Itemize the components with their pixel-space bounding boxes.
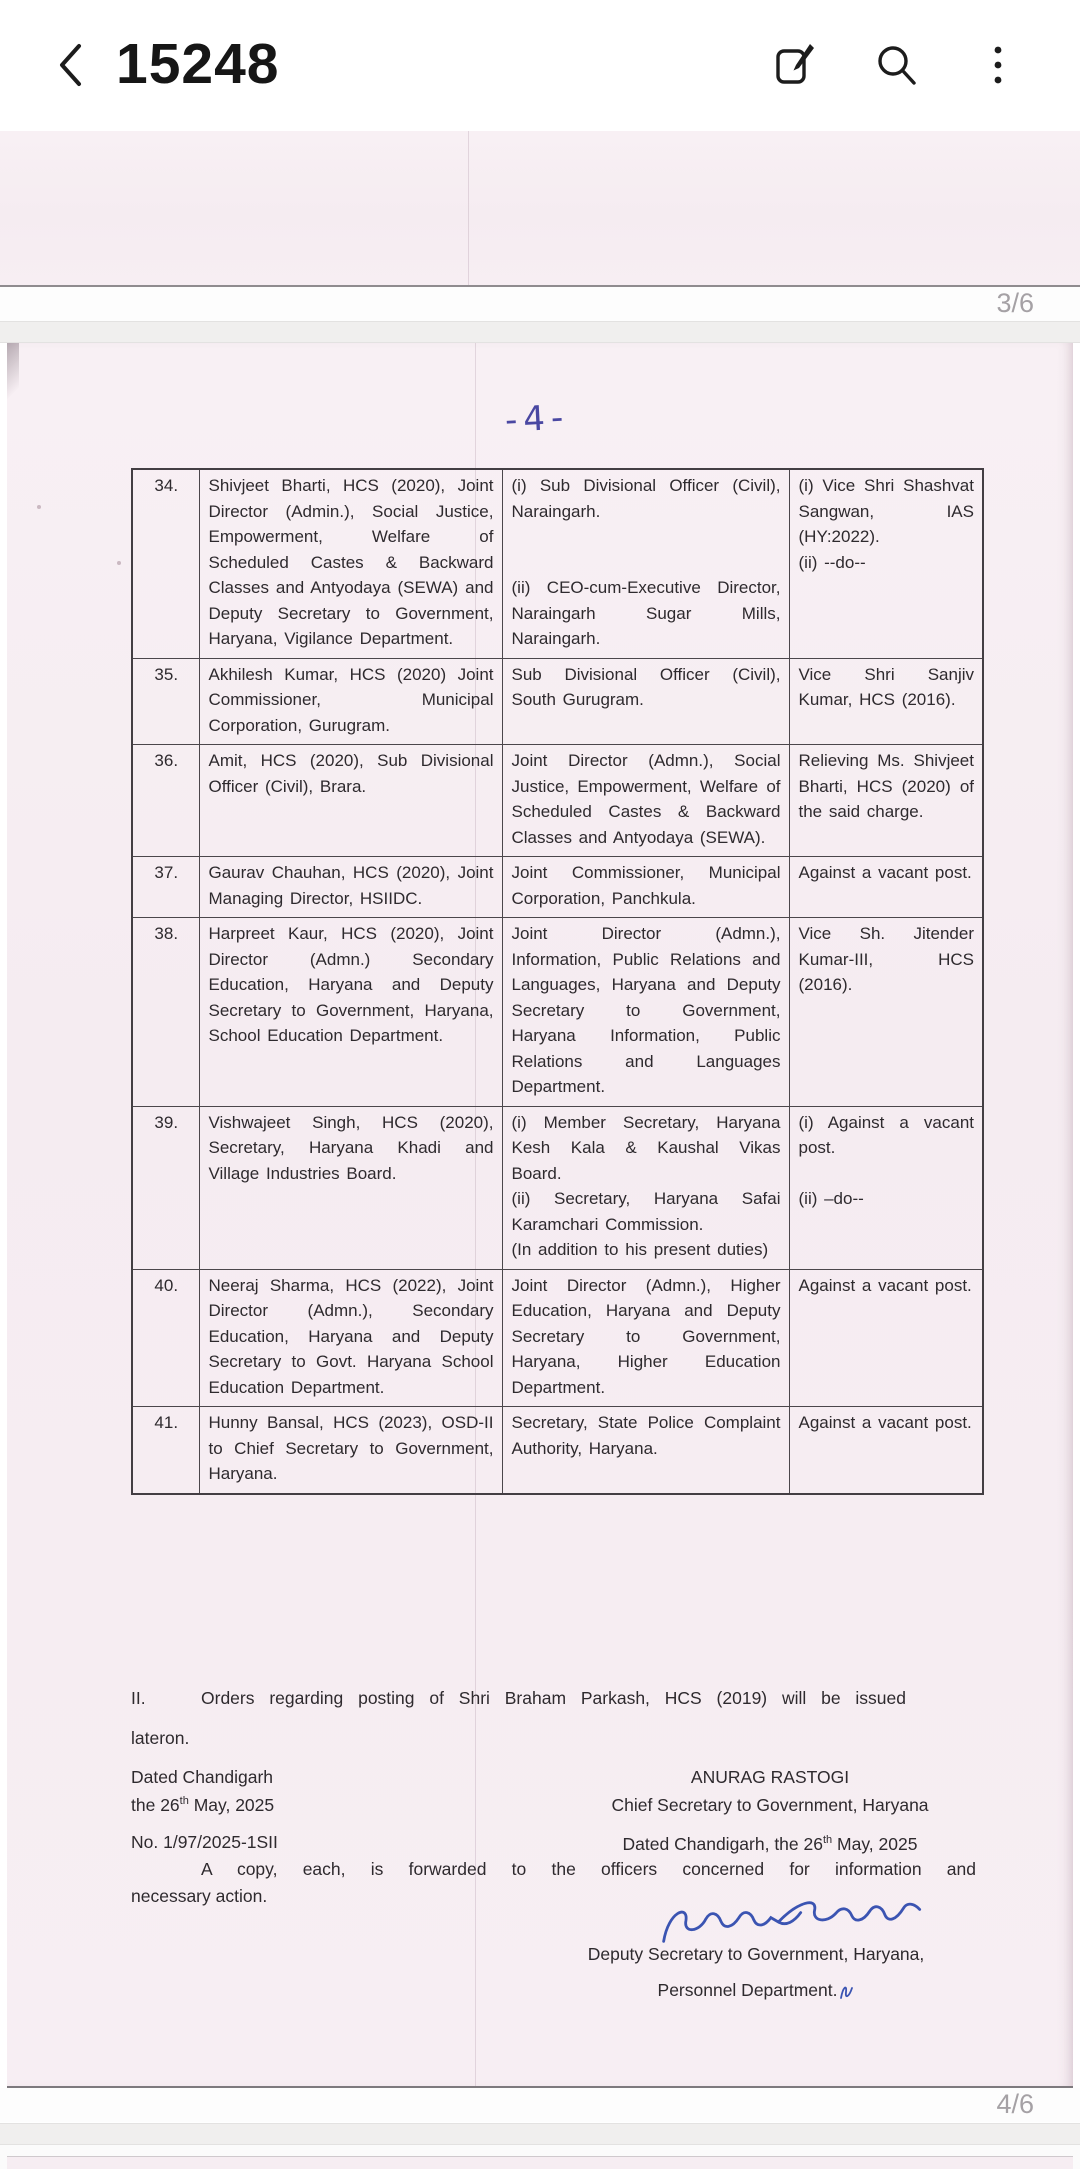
cell-remarks	[789, 857, 983, 918]
cell-paragraph: (i) Member Secretary, Haryana Kesh Kala & Kaushal Vikas Board.	[511, 1112, 781, 1183]
cell-officer	[199, 918, 502, 1107]
document-title: 15248	[116, 32, 280, 96]
page-5-fragment[interactable]	[0, 2145, 1080, 2169]
scan-fold-line	[468, 131, 469, 285]
signatory-title: Chief Secretary to Government, Haryana	[611, 1795, 929, 1815]
dated-right-line: Dated Chandigarh, the 26th May, 2025	[622, 1834, 918, 1854]
table-row	[132, 918, 983, 1107]
cell-paragraph: 37.	[154, 863, 179, 882]
cell-posting	[502, 918, 789, 1107]
cell-remarks	[789, 918, 983, 1107]
cell-sr	[132, 745, 199, 857]
cell-paragraph: Amit, HCS (2020), Sub Divisional Officer (Civil), Brara.	[208, 751, 494, 796]
table-row	[132, 1407, 983, 1494]
cell-paragraph: Shivjeet Bharti, HCS (2020), Joint Director (Admin.), Social Justice, Empowerment, Welfare of Scheduled Castes & Backward Classes and Antyodaya (SEWA) and Deputy Secretary to Government, Haryana, Vigilance Department.	[208, 476, 494, 648]
cell-paragraph: 40.	[154, 1275, 179, 1295]
table-row	[132, 857, 983, 918]
page-indicator-3	[0, 287, 1080, 321]
vertical-dots-icon	[992, 41, 1004, 89]
cell-sr	[132, 658, 199, 745]
copy-forwarded-line2: necessary action.	[131, 1886, 268, 1906]
cell-paragraph: (i) Vice Shri Shashvat Sangwan, IAS (HY:2022).	[798, 476, 974, 546]
page-separator	[0, 321, 1080, 343]
cell-paragraph: (ii) –do--	[798, 1189, 864, 1208]
cell-remarks	[789, 1407, 983, 1494]
cell-gap	[512, 524, 781, 550]
app-bar	[0, 0, 1080, 103]
page-indicator-4	[0, 2088, 1080, 2122]
cell-posting	[502, 1106, 789, 1269]
signatory-block	[470, 1763, 1070, 1819]
back-button[interactable]	[46, 37, 94, 93]
cell-paragraph: Akhilesh Kumar, HCS (2020) Joint Commissioner, Municipal Corporation, Gurugram.	[208, 664, 494, 735]
cell-officer	[199, 1269, 502, 1407]
dated-place-line2: the 26th May, 2025	[131, 1795, 275, 1815]
postings-table-body	[132, 469, 983, 1494]
cell-paragraph: (i) Sub Divisional Officer (Civil), Naraingarh.	[511, 476, 781, 521]
reference-number: No. 1/97/2025-1SII	[131, 1832, 278, 1852]
page-4[interactable]	[0, 343, 1080, 2088]
cell-paragraph: Vishwajeet Singh, HCS (2020), Secretary, Haryana Khadi and Village Industries Board.	[208, 1112, 494, 1183]
dated-place-block	[131, 1763, 274, 1819]
ink-initial-mark	[837, 1980, 854, 2000]
order-note-line1	[131, 1685, 976, 1711]
cell-paragraph: (i) Against a vacant post.	[798, 1112, 974, 1157]
cell-paragraph: Sub Divisional Officer (Civil), South Gurugram.	[511, 664, 781, 709]
cell-officer	[199, 658, 502, 745]
cell-officer	[199, 469, 502, 658]
cell-posting	[502, 745, 789, 857]
table-row	[132, 745, 983, 857]
deputy-secretary-line1: Deputy Secretary to Government, Haryana,	[587, 1944, 925, 1964]
cell-remarks	[789, 469, 983, 658]
cell-gap	[512, 550, 781, 576]
edit-icon	[771, 41, 817, 89]
cell-paragraph: 41.	[154, 1413, 179, 1432]
document-scroll-area[interactable]	[0, 103, 1080, 2169]
cell-paragraph: (In addition to his present duties)	[511, 1240, 769, 1259]
deputy-secretary-line2: Personnel Department.	[450, 1977, 1062, 2003]
cell-paragraph: Joint Director (Admn.), Social Justice, Empowerment, Welfare of Scheduled Castes & Backward Classes and Antyodaya (SEWA).	[511, 751, 781, 847]
table-row	[132, 1269, 983, 1407]
cell-posting	[502, 857, 789, 918]
order-note-line2: lateron.	[131, 1728, 190, 1748]
cell-gap	[799, 1161, 975, 1187]
cell-paragraph: 38.	[154, 924, 179, 943]
page-3-scan	[0, 131, 1080, 287]
cell-remarks	[789, 658, 983, 745]
cell-posting	[502, 1269, 789, 1407]
cell-paragraph: Gaurav Chauhan, HCS (2020), Joint Managing Director, HSIIDC.	[208, 863, 494, 908]
cell-officer	[199, 1106, 502, 1269]
page-separator	[0, 2123, 1080, 2145]
overflow-menu-button[interactable]	[974, 37, 1022, 93]
cell-paragraph: Against a vacant post.	[798, 1413, 972, 1432]
search-icon	[873, 41, 919, 89]
copy-forwarded-line1: A copy, each, is forwarded to the officers concerned for information and	[201, 1859, 976, 1879]
table-row	[132, 469, 983, 658]
cell-paragraph: Neeraj Sharma, HCS (2022), Joint Director (Admn.), Secondary Education, Haryana and Deputy Secretary to Govt. Haryana School Education Department.	[208, 1275, 494, 1397]
cell-sr	[132, 469, 199, 658]
page-indicator-4-label: 4/6	[996, 2089, 1034, 2119]
cell-paragraph: Vice Shri Sanjiv Kumar, HCS (2016).	[798, 664, 974, 709]
cell-posting	[502, 658, 789, 745]
table-row	[132, 1106, 983, 1269]
search-button[interactable]	[872, 37, 920, 93]
cell-sr	[132, 918, 199, 1107]
chevron-left-icon	[55, 41, 85, 89]
cell-officer	[199, 745, 502, 857]
dated-place-line1: Dated Chandigarh	[131, 1767, 274, 1787]
cell-remarks	[789, 1106, 983, 1269]
cell-sr	[132, 1407, 199, 1494]
cell-paragraph: 36.	[154, 751, 179, 770]
handwritten-page-number: -4-	[503, 397, 571, 441]
cell-remarks	[789, 1269, 983, 1407]
signatory-name: ANURAG RASTOGI	[690, 1767, 850, 1787]
cell-officer	[199, 1407, 502, 1494]
cell-sr	[132, 1269, 199, 1407]
cell-paragraph: Harpreet Kaur, HCS (2020), Joint Director (Admn.) Secondary Education, Haryana and Deputy Secretary to Government, Haryana, School Education Department.	[208, 924, 494, 1045]
cell-paragraph: Relieving Ms. Shivjeet Bharti, HCS (2020) of the said charge.	[798, 751, 974, 821]
cell-paragraph: Vice Sh. Jitender Kumar-III, HCS (2016).	[798, 924, 974, 994]
cell-paragraph: (ii) --do--	[798, 552, 866, 572]
cell-paragraph: Joint Commissioner, Municipal Corporation, Panchkula.	[511, 863, 781, 908]
page-3-fragment[interactable]	[0, 103, 1080, 287]
cell-paragraph: Against a vacant post.	[798, 863, 972, 882]
cell-paragraph: 35.	[154, 664, 179, 684]
cell-officer	[199, 857, 502, 918]
cell-paragraph: Against a vacant post.	[798, 1275, 972, 1295]
cell-paragraph: Secretary, State Police Complaint Authority, Haryana.	[511, 1413, 781, 1458]
order-note-label: II.	[131, 1688, 146, 1708]
postings-table	[131, 468, 984, 1495]
cell-paragraph: Hunny Bansal, HCS (2023), OSD-II to Chief Secretary to Government, Haryana.	[208, 1413, 494, 1483]
cell-paragraph: Joint Director (Admn.), Higher Education, Haryana and Deputy Secretary to Government, Haryana, Higher Education Department.	[511, 1275, 781, 1397]
cell-paragraph: 34.	[154, 476, 179, 495]
scan-artifact	[7, 343, 19, 413]
cell-paragraph: (ii) CEO-cum-Executive Director, Naraingarh Sugar Mills, Naraingarh.	[511, 578, 781, 648]
page-indicator-3-label: 3/6	[996, 288, 1034, 318]
cell-sr	[132, 857, 199, 918]
cell-posting	[502, 469, 789, 658]
cell-paragraph: 39.	[154, 1112, 179, 1132]
scan-speck	[37, 505, 41, 509]
cell-sr	[132, 1106, 199, 1269]
edit-button[interactable]	[770, 37, 818, 93]
table-row	[132, 658, 983, 745]
scan-speck	[117, 561, 121, 565]
cell-remarks	[789, 745, 983, 857]
cell-paragraph: (ii) Secretary, Haryana Safai Karamchari Commission.	[511, 1189, 781, 1234]
page-5-scan	[7, 2156, 1073, 2169]
cell-posting	[502, 1407, 789, 1494]
cell-paragraph: Joint Director (Admn.), Information, Public Relations and Languages, Haryana and Deputy Secretary to Government, Haryana Information, Public Relations and Languages Department.	[511, 924, 781, 1096]
order-note-text: Orders regarding posting of Shri Braham Parkash, HCS (2019) will be issued	[201, 1688, 906, 1708]
